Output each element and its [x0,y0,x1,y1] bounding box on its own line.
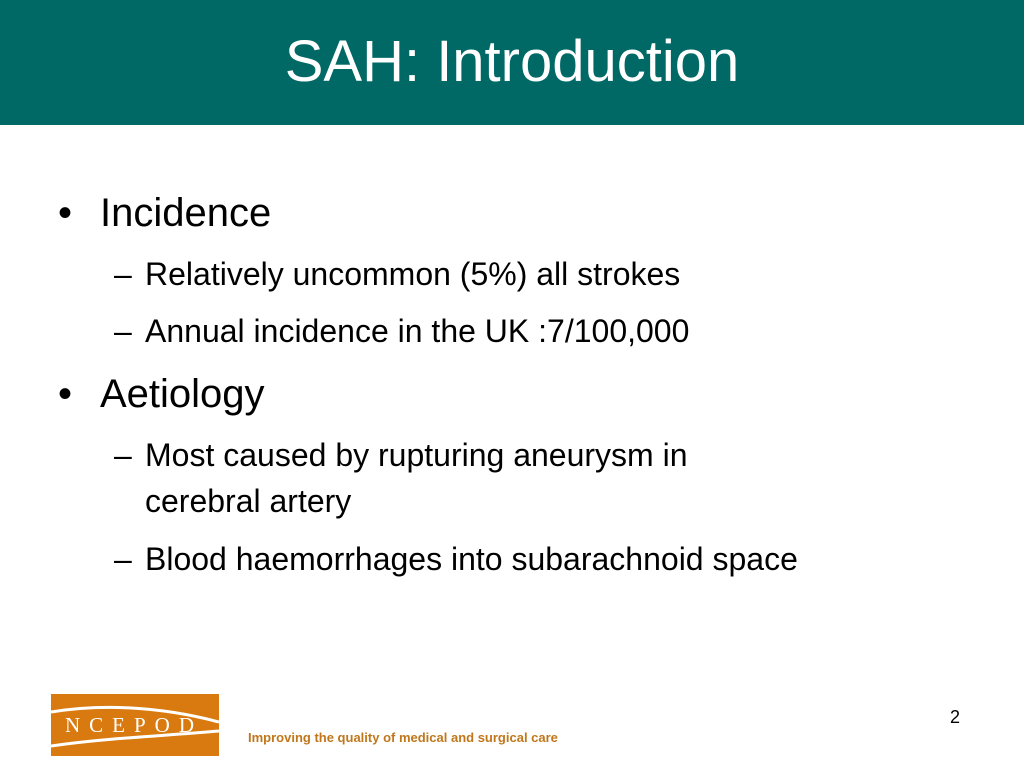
bullet-dot: • [58,191,73,235]
sub-bullet-dash: – [114,256,132,292]
slide-title: SAH: Introduction [284,29,740,94]
page-number: 2 [950,707,961,727]
sub-bullet-dash: – [114,541,132,577]
sub-bullet-text: Relatively uncommon (5%) all strokes [145,256,681,292]
bullet-heading-incidence: Incidence [100,191,272,235]
bullet-heading-aetiology: Aetiology [100,372,265,416]
sub-bullet-dash: – [114,313,132,349]
ncepod-logo [51,694,219,756]
sub-bullet-text: Annual incidence in the UK :7/100,000 [145,313,690,349]
sub-bullet-text: Blood haemorrhages into subarachnoid space [145,541,798,577]
bullet-dot: • [58,372,73,416]
sub-bullet-text: Most caused by rupturing aneurysm in [145,437,688,473]
footer-tagline: Improving the quality of medical and surgical care [248,730,558,745]
logo-text: NCEPOD [65,713,204,737]
sub-bullet-dash: – [114,437,132,473]
sub-bullet-text-continuation: cerebral artery [145,483,352,519]
